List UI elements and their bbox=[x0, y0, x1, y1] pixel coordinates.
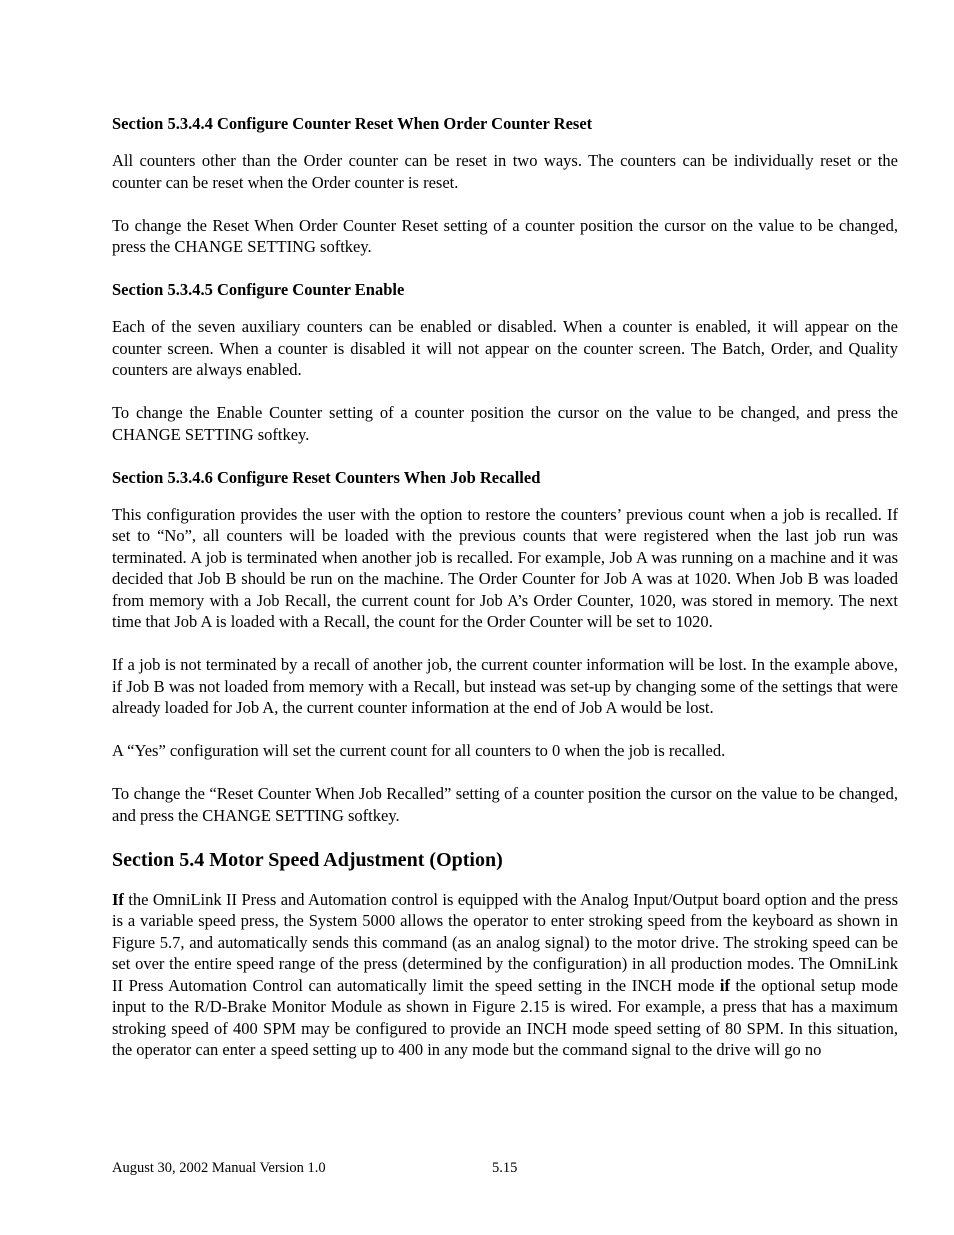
paragraph bbox=[112, 889, 898, 1061]
page-footer bbox=[112, 1159, 518, 1177]
page-number: 5.15 bbox=[492, 1160, 518, 1176]
paragraph: A “Yes” configuration will set the current count for all counters to 0 when the job is recalled. bbox=[112, 741, 726, 760]
major-section-heading: Section 5.4 Motor Speed Adjustment (Option) bbox=[112, 848, 503, 871]
paragraph-text: the optional setup mode input to the R/D-Brake Monitor Module as shown in Figure 2.15 is wired. For example, a press that has a maximum stroking speed of 400 SPM may be configured to provide an INCH mode speed setting of 80 SPM. In this situation, the operator can enter a speed setting up to 400 in any mode but the command signal to the drive will go no bbox=[112, 975, 898, 1059]
paragraph: All counters other than the Order counter can be reset in two ways. The counters can be individually reset or the counter can be reset when the Order counter is reset. bbox=[112, 151, 898, 192]
paragraph: To change the Enable Counter setting of a counter position the cursor on the value to be changed, and press the CHANGE SETTING softkey. bbox=[112, 403, 898, 444]
section-5-3-4-5 bbox=[112, 279, 898, 445]
section-heading: Section 5.3.4.4 Configure Counter Reset When Order Counter Reset bbox=[112, 114, 593, 133]
paragraph: Each of the seven auxiliary counters can be enabled or disabled. When a counter is enabled, it will appear on the counter screen. When a counter is disabled it will not appear on the counter screen. The Batch, Order, and Quality counters are always enabled. bbox=[112, 317, 898, 379]
section-heading: Section 5.3.4.6 Configure Reset Counters When Job Recalled bbox=[112, 467, 541, 487]
section-5-3-4-6 bbox=[112, 467, 898, 827]
paragraph: To change the “Reset Counter When Job Recalled” setting of a counter position the cursor on the value to be changed, and press the CHANGE SETTING softkey. bbox=[112, 784, 898, 825]
section-5-4 bbox=[112, 848, 898, 1061]
paragraph: This configuration provides the user with the option to restore the counters’ previous count when a job is recalled. If set to “No”, all counters will be loaded with the previous counts that were registered when the last job run was terminated. A job is terminated when another job is recalled. For example, Job A was running on a machine and it was decided that Job B should be run on the machine. The Order Counter for Job A was at 1020. When Job B was loaded from memory with a Job Recall, the current count for Job A’s Order Counter, 1020, was stored in memory. The next time that Job A is loaded with a Recall, the count for the Order Counter will be set to 1020. bbox=[112, 504, 898, 631]
paragraph: To change the Reset When Order Counter Reset setting of a counter position the cursor on the value to be changed, press the CHANGE SETTING softkey. bbox=[112, 215, 898, 256]
paragraph: If a job is not terminated by a recall of another job, the current counter information will be lost. In the example above, if Job B was not loaded from memory with a Recall, but instead was set-up by changing some of the settings that were already loaded for Job A, the current counter information at the end of Job A would be lost. bbox=[112, 655, 898, 717]
section-5-3-4-4 bbox=[112, 113, 898, 258]
bold-if: If bbox=[112, 889, 124, 909]
bold-if: if bbox=[719, 975, 730, 995]
paragraph-text: the OmniLink II Press and Automation control is equipped with the Analog Input/Output board option and the press is a variable speed press, the System 5000 allows the operator to enter stroking speed from the keyboard as shown in Figure 5.7, and automatically sends this command (as an analog signal) to the motor drive. The stroking speed can be set over the entire speed range of the press (determined by the configuration) in all production modes. The OmniLink II Press Automation Control can automatically limit the speed setting in the INCH mode bbox=[112, 889, 898, 995]
section-heading: Section 5.3.4.5 Configure Counter Enable bbox=[112, 280, 405, 299]
footer-date-version: August 30, 2002 Manual Version 1.0 bbox=[112, 1160, 326, 1176]
document-page bbox=[112, 113, 898, 1082]
